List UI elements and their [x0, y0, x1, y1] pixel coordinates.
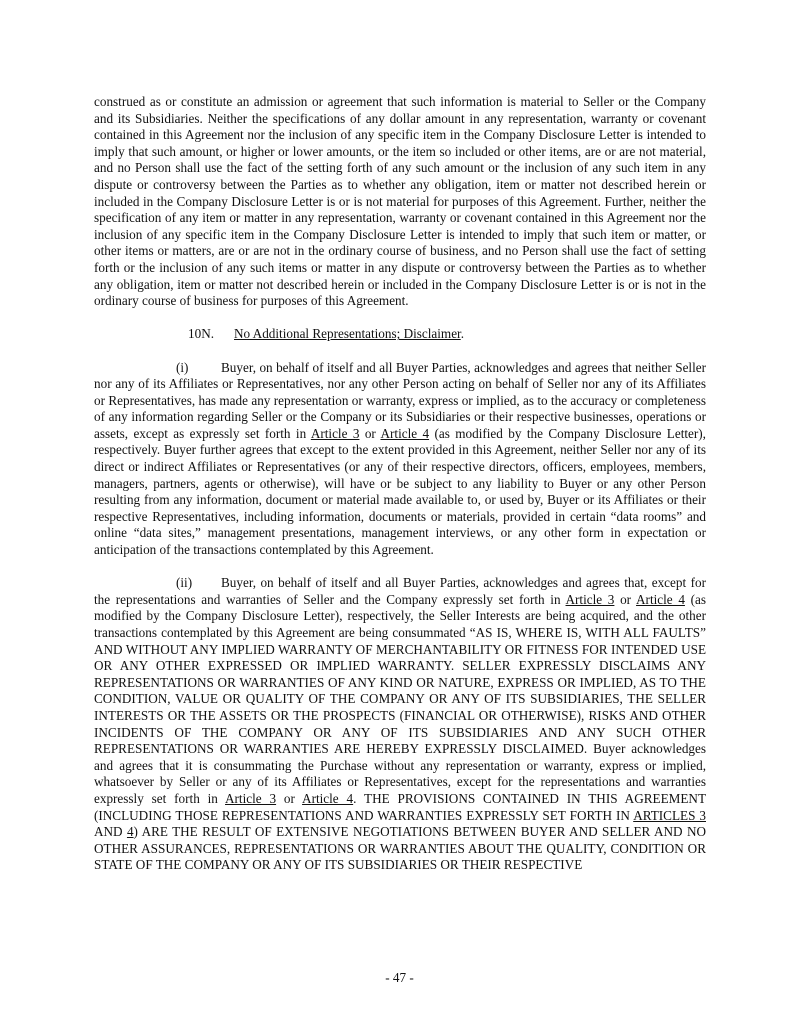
clause-ii-label: (ii): [176, 575, 193, 591]
clause-ii-text-2: or: [614, 591, 637, 607]
article-3-reference: Article 3: [225, 790, 277, 806]
clause-ii-text-4: or: [276, 790, 303, 806]
clause-i-text-3: (as modified by the Company Disclosure Letter), respectively. Buyer further agrees that except to the extent provided in this Agreement, neither Seller nor any of its direct or indirect Affiliates or Representatives (or any of their respective directors, officers, employees, members, managers, partners, agents or otherwise), will have or be subject to any liability to Buyer or any other Person resulting from any information, document or material made available to, or used by, Buyer or its Affiliates or their respective Representatives, including information, documents or materials, provided in certain “data rooms” and online “data sites,” management presentations, management interviews, or any other form in expectation or anticipation of the transactions contemplated by this Agreement.: [94, 425, 706, 558]
page-number: - 47 -: [385, 970, 414, 985]
paragraph-continuation: construed as or constitute an admission or agreement that such information is material to Seller or the Company and its Subsidiaries. Neither the specifications of any dollar amount in any representation, warranty or covenant contained in this Agreement nor the inclusion of any specific item in the Company Disclosure Letter is intended to imply that such amount, or higher or lower amounts, or the item so included or other items, are or are not material, and no Person shall use the fact of the setting forth of any such amount or the inclusion of any such item in any dispute or controversy between the Parties as to whether any obligation, item or matter not described herein or included in the Company Disclosure Letter is or is not material for purposes of this Agreement. Further, neither the specification of any item or matter in any representation, warranty or covenant contained in this Agreement nor the inclusion of any specific item in the Company Disclosure Letter is intended to imply that such item or matter, or other items or matters, are or are not in the ordinary course of business, and no Person shall use the fact of setting forth or the inclusion of any such items or matter in any dispute or controversy between the Parties as to whether any obligation, item or matter not described herein or included in the Company Disclosure Letter is or is not in the ordinary course of business for purposes of this Agreement.: [94, 94, 706, 309]
article-4-reference: Article 4: [636, 591, 685, 607]
clause-ii-text-6: AND: [94, 824, 127, 840]
article-3-reference: Article 3: [310, 425, 360, 441]
clause-ii-text-5: . THE PROVISIONS CONTAINED IN THIS AGREEMENT (INCLUDING THOSE REPRESENTATIONS AND WARRANTIES EXPRESSLY SET FORTH IN: [94, 790, 706, 823]
section-title: No Additional Representations; Disclaimer: [234, 326, 461, 342]
section-number: 10N.: [188, 326, 215, 342]
article-4-reference: Article 4: [302, 790, 354, 806]
article-4-number-reference: 4: [126, 824, 134, 840]
document-page: [94, 94, 706, 874]
section-heading: [94, 326, 706, 343]
clause-ii-text-3: (as modified by the Company Disclosure Letter), respectively, the Seller Interests are being acquired, and the other transactions contemplated by this Agreement are being consummated “AS IS, WHERE IS, WITH ALL FAULTS” AND WITHOUT ANY IMPLIED WARRANTY OF MERCHANTABILITY OR FITNESS FOR INTENDED USE OR ANY OTHER EXPRESSED OR IMPLIED WARRANTY. SELLER EXPRESSLY DISCLAIMS ANY REPRESENTATIONS OR WARRANTIES OF ANY KIND OR NATURE, EXPRESS OR IMPLIED, AS TO THE CONDITION, VALUE OR QUALITY OF THE COMPANY OR ANY OF ITS SUBSIDIARIES, THE SELLER INTERESTS OR THE ASSETS OR THE PROSPECTS (FINANCIAL OR OTHERWISE), RISKS AND OTHER INCIDENTS OF THE COMPANY OR ANY OF ITS SUBSIDIARIES AND ANY SUCH OTHER REPRESENTATIONS OR WARRANTIES ARE HEREBY EXPRESSLY DISCLAIMED. Buyer acknowledges and agrees that it is consummating the Purchase without any representation or warranty, express or implied, whatsoever by Seller or any of its Affiliates or Representatives, except for the representations and warranties expressly set forth in: [94, 591, 706, 806]
articles-3-reference: ARTICLES 3: [633, 807, 706, 823]
article-3-reference: Article 3: [565, 591, 615, 607]
clause-ii-text-7: ) ARE THE RESULT OF EXTENSIVE NEGOTIATIONS BETWEEN BUYER AND SELLER AND NO OTHER ASSURANCES, REPRESENTATIONS OR WARRANTIES ABOUT THE QUALITY, CONDITION OR STATE OF THE COMPANY OR ANY OF ITS SUBSIDIARIES OR THEIR RESPECTIVE: [94, 824, 706, 873]
clause-i-text-2: or: [359, 425, 381, 441]
clause-i-text-1: Buyer, on behalf of itself and all Buyer Parties, acknowledges and agrees that neither Seller nor any of its Affiliates or Representatives, nor any other Person acting on behalf of Seller nor any of its Affiliates or Representatives, has made any representation or warranty, express or implied, as to the accuracy or completeness of any information regarding Seller or the Company or its Subsidiaries or their respective businesses, operations or assets, except as expressly set forth in: [94, 359, 706, 441]
clause-i-label: (i): [176, 359, 189, 375]
section-title-period: .: [460, 326, 465, 342]
clause-ii-text-1: Buyer, on behalf of itself and all Buyer Parties, acknowledges and agrees that, except for the representations and warranties of Seller and the Company expressly set forth in: [94, 575, 706, 607]
clause-ii-paragraph: [94, 575, 706, 874]
article-4-reference: Article 4: [380, 425, 430, 441]
clause-i-paragraph: [94, 360, 706, 559]
